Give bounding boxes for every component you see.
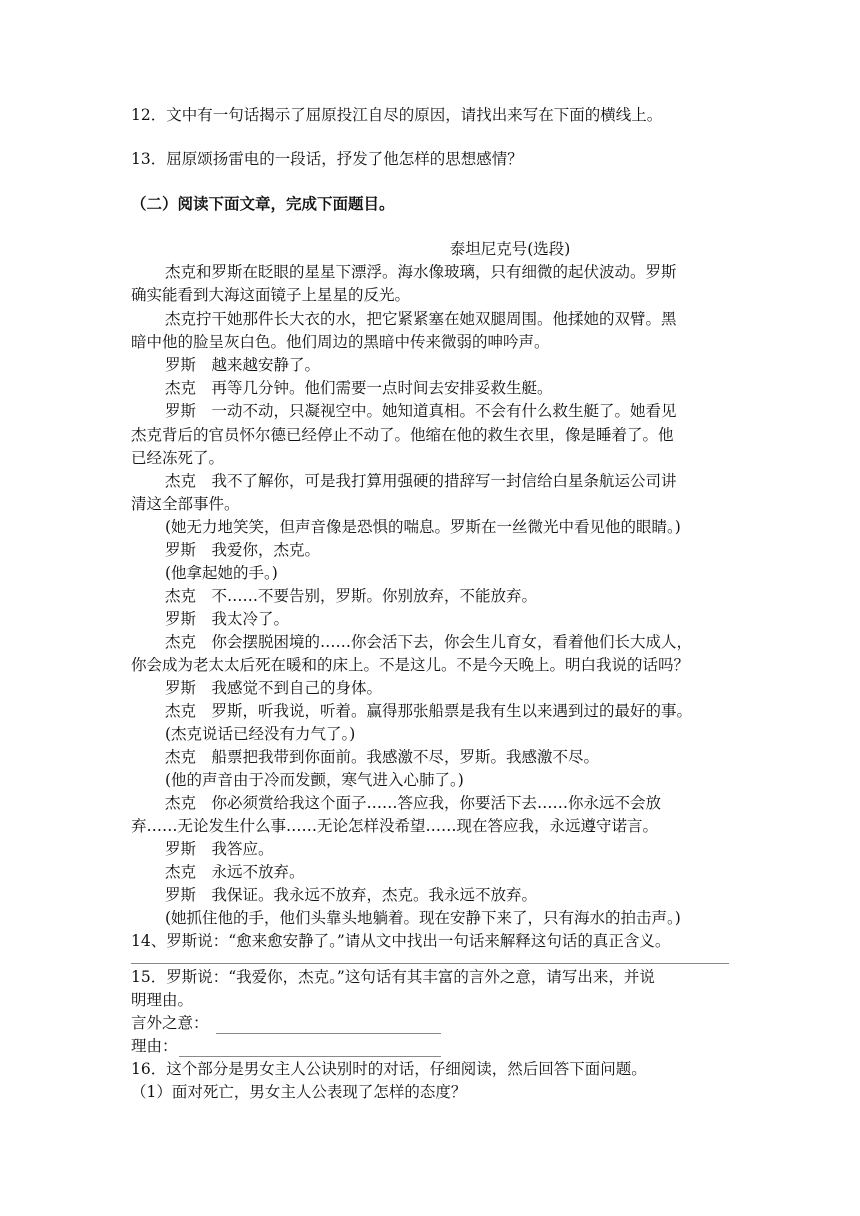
question-12: 12．文中有一句话揭示了屈原投江自尽的原因，请找出来写在下面的横线上。 [131, 106, 663, 124]
passage-line: 杰克 罗斯，听我说，听着。赢得那张船票是我有生以来遇到过的最好的事。 [165, 702, 693, 720]
passage-line: 杰克拧干她那件长大衣的水，把它紧紧塞在她双腿周围。他揉她的双臂。黑 [165, 310, 677, 328]
passage-line: (杰克说话已经没有力气了。) [165, 725, 356, 743]
passage-line: 杰克 你必须赏给我这个面子……答应我，你要活下去……你永远不会放 [165, 794, 662, 812]
reason-answer-line[interactable] [179, 1056, 441, 1057]
passage-line: 杰克 我不了解你，可是我打算用强硬的措辞写一封信给白星条航运公司讲 [165, 472, 677, 490]
question-15-continued: 明理由。 [131, 991, 194, 1009]
answer-line-14[interactable] [131, 963, 729, 964]
passage-line: (她抓住他的手，他们头靠头地躺着。现在安静下来了，只有海水的拍击声。) [165, 909, 681, 927]
passage-line: 弃……无论发生什么事……无论怎样没希望……现在答应我，永远遵守诺言。 [131, 817, 659, 835]
question-15: 15．罗斯说：“我爱你，杰克。”这句话有其丰富的言外之意，请写出来，并说 [131, 968, 655, 986]
question-16-part-1: （1）面对死亡，男女主人公表现了怎样的态度？ [131, 1083, 467, 1101]
passage-line: 清这全部事件。 [131, 495, 240, 513]
passage-line: 罗斯 越来越安静了。 [165, 356, 321, 374]
passage-line: 罗斯 我爱你，杰克。 [165, 541, 321, 559]
passage-line: 罗斯 我答应。 [165, 840, 274, 858]
passage-line: 你会成为老太太后死在暖和的床上。不是这儿。不是今天晚上。明白我说的话吗？ [131, 656, 690, 674]
reason-label: 理由： [131, 1037, 178, 1055]
passage-title: 泰坦尼克号(选段) [449, 240, 571, 258]
passage-line: 杰克 再等几分钟。他们需要一点时间去安排妥救生艇。 [165, 379, 553, 397]
passage-line: 杰克 不……不要告别，罗斯。你别放弃，不能放弃。 [165, 587, 538, 605]
section-heading: （二）阅读下面文章，完成下面题目。 [131, 194, 395, 213]
passage-line: 杰克和罗斯在眨眼的星星下漂浮。海水像玻璃，只有细微的起伏波动。罗斯 [165, 263, 677, 281]
implication-label: 言外之意： [131, 1014, 209, 1032]
passage-line: (他的声音由于冷而发颤，寒气进入心肺了。) [165, 771, 464, 789]
passage-line: (他拿起她的手。) [165, 564, 278, 582]
passage-line: 罗斯 我感觉不到自己的身体。 [165, 679, 383, 697]
passage-line: 已经冻死了。 [131, 449, 225, 467]
passage-line: 杰克 船票把我带到你面前。我感激不尽，罗斯。我感激不尽。 [165, 748, 600, 766]
question-14: 14、罗斯说：“愈来愈安静了。”请从文中找出一句话来解释这句话的真正含义。 [131, 932, 671, 950]
passage-line: (她无力地笑笑，但声音像是恐惧的喘息。罗斯在一丝微光中看见他的眼睛。) [165, 518, 681, 536]
passage-line: 罗斯 我太冷了。 [165, 610, 290, 628]
passage-line: 暗中他的脸呈灰白色。他们周边的黑暗中传来微弱的呻吟声。 [131, 333, 550, 351]
passage-line: 罗斯 一动不动，只凝视空中。她知道真相。不会有什么救生艇了。她看见 [165, 402, 677, 420]
question-13: 13．屈原颂扬雷电的一段话，抒发了他怎样的思想感情？ [131, 150, 523, 168]
passage-line: 杰克背后的官员怀尔德已经停止不动了。他缩在他的救生衣里，像是睡着了。他 [131, 426, 674, 444]
passage-line: 确实能看到大海这面镜子上星星的反光。 [131, 286, 411, 304]
implication-answer-line[interactable] [216, 1033, 441, 1034]
passage-line: 杰克 你会摆脱困境的……你会活下去，你会生儿育女，看着他们长大成人， [165, 633, 693, 651]
passage-line: 罗斯 我保证。我永远不放弃，杰克。我永远不放弃。 [165, 886, 538, 904]
question-16: 16．这个部分是男女主人公诀别时的对话，仔细阅读，然后回答下面问题。 [131, 1060, 647, 1078]
passage-line: 杰克 永远不放弃。 [165, 863, 305, 881]
